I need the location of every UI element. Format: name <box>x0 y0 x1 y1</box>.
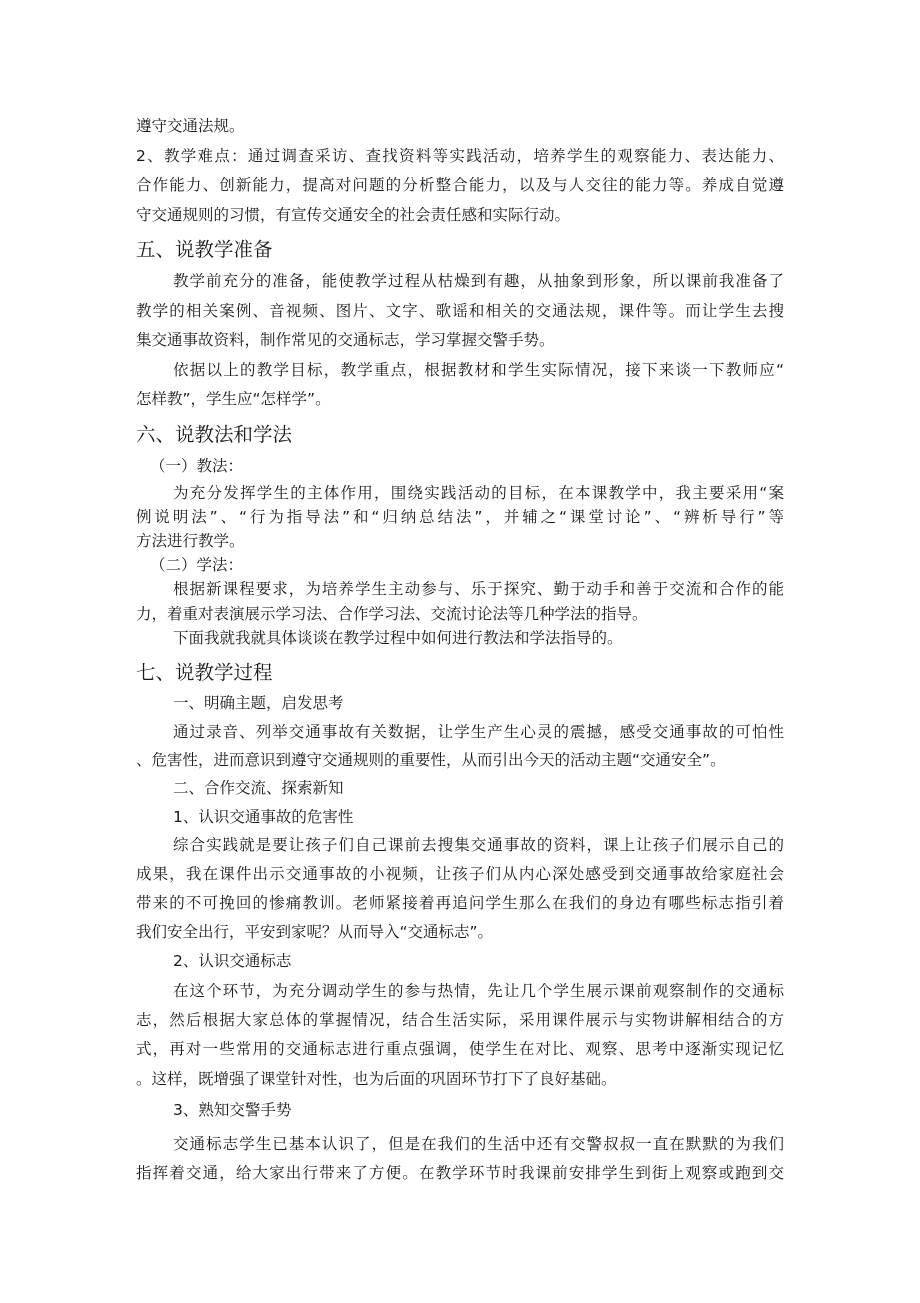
text-line: 我们安全出行，平安到家呢？从而导入“交通标志”。 <box>136 923 494 941</box>
text-line: 守交通规则的习惯，有宣传交通安全的社会责任感和实际行动。 <box>136 206 571 224</box>
text-line: 志，然后根据大家总体的掌握情况，结合生活实际，采用课件展示与实物讲解相结合的方 <box>136 1011 784 1029</box>
text-line: 合作能力、创新能力，提高对问题的分析整合能力，以及与人交往的能力等。养成自觉遵 <box>136 176 784 194</box>
text-line: 交通标志学生已基本认识了，但是在我们的生活中还有交警叔叔一直在默默的为我们 <box>173 1135 784 1153</box>
subsection-label: 2、认识交通标志 <box>173 952 292 970</box>
text-line: 、危害性，进而意识到遵守交通规则的重要性，从而引出今天的活动主题“交通安全”。 <box>136 751 726 769</box>
text-line: 根据新课程要求，为培养学生主动参与、乐于探究、勤于动手和善于交流和合作的能 <box>173 580 784 598</box>
text-line: 力，着重对表演展示学习法、合作学习法、交流讨论法等几种学法的指导。 <box>136 605 648 623</box>
subsection-label: 一、明确主题，启发思考 <box>173 694 344 712</box>
subsection-label: （一）教法： <box>150 457 244 475</box>
text-line: 通过录音、列举交通事故有关数据，让学生产生心灵的震撼，感受交通事故的可怕性 <box>173 723 784 741</box>
text-line: 方法进行教学。 <box>136 532 245 550</box>
text-line: 在这个环节，为充分调动学生的参与热情，先让几个学生展示课前观察制作的交通标 <box>173 982 784 1000</box>
text-line: 集交通事故资料，制作常见的交通标志，学习掌握交警手势。 <box>136 331 555 349</box>
text-line: 例说明法”、“行为指导法”和“归纳总结法”，并辅之“课堂讨论”、“辨析导行”等 <box>136 508 784 526</box>
section-heading: 六、说教法和学法 <box>136 423 293 446</box>
text-line: 指挥着交通，给大家出行带来了方便。在教学环节时我课前安排学生到街上观察或跑到交 <box>136 1164 784 1182</box>
text-line: 教学前充分的准备，能使教学过程从枯燥到有趣，从抽象到形象，所以课前我准备了 <box>173 272 784 290</box>
text-line: 综合实践就是要让孩子们自己课前去搜集交通事故的资料，课上让孩子们展示自己的 <box>173 836 784 854</box>
text-line: 。这样，既增强了课堂针对性，也为后面的巩固环节打下了良好基础。 <box>136 1070 617 1088</box>
subsection-label: （二）学法： <box>150 556 244 574</box>
text-line: 2、教学难点：通过调查采访、查找资料等实践活动，培养学生的观察能力、表达能力、 <box>136 147 784 165</box>
text-line: 为充分发挥学生的主体作用，围绕实践活动的目标，在本课教学中，我主要采用“案 <box>173 484 784 502</box>
subsection-label: 二、合作交流、探索新知 <box>173 779 344 797</box>
text-line: 教学的相关案例、音视频、图片、文字、歌谣和相关的交通法规，课件等。而让学生去搜 <box>136 302 784 320</box>
text-line: 成果，我在课件出示交通事故的小视频，让孩子们从内心深处感受到交通事故给家庭社会 <box>136 865 784 883</box>
text-line: 带来的不可挽回的惨痛教训。老师紧接着再追问学生那么在我们的身边有哪些标志指引着 <box>136 894 784 912</box>
section-heading: 七、说教学过程 <box>136 661 273 684</box>
text-line: 下面我就我就具体谈谈在教学过程中如何进行教法和学法指导的。 <box>173 629 623 647</box>
text-line: 怎样教”，学生应“怎样学”。 <box>136 390 331 408</box>
text-line: 式，再对一些常用的交通标志进行重点强调，使学生在对比、观察、思考中逐渐实现记忆 <box>136 1040 784 1058</box>
subsection-label: 3、熟知交警手势 <box>173 1101 292 1119</box>
subsection-label: 1、认识交通事故的危害性 <box>173 808 354 826</box>
section-heading: 五、说教学准备 <box>136 238 273 261</box>
text-line: 依据以上的教学目标，教学重点，根据教材和学生实际情况，接下来谈一下教师应“ <box>173 361 784 379</box>
text-line: 遵守交通法规。 <box>136 117 245 135</box>
